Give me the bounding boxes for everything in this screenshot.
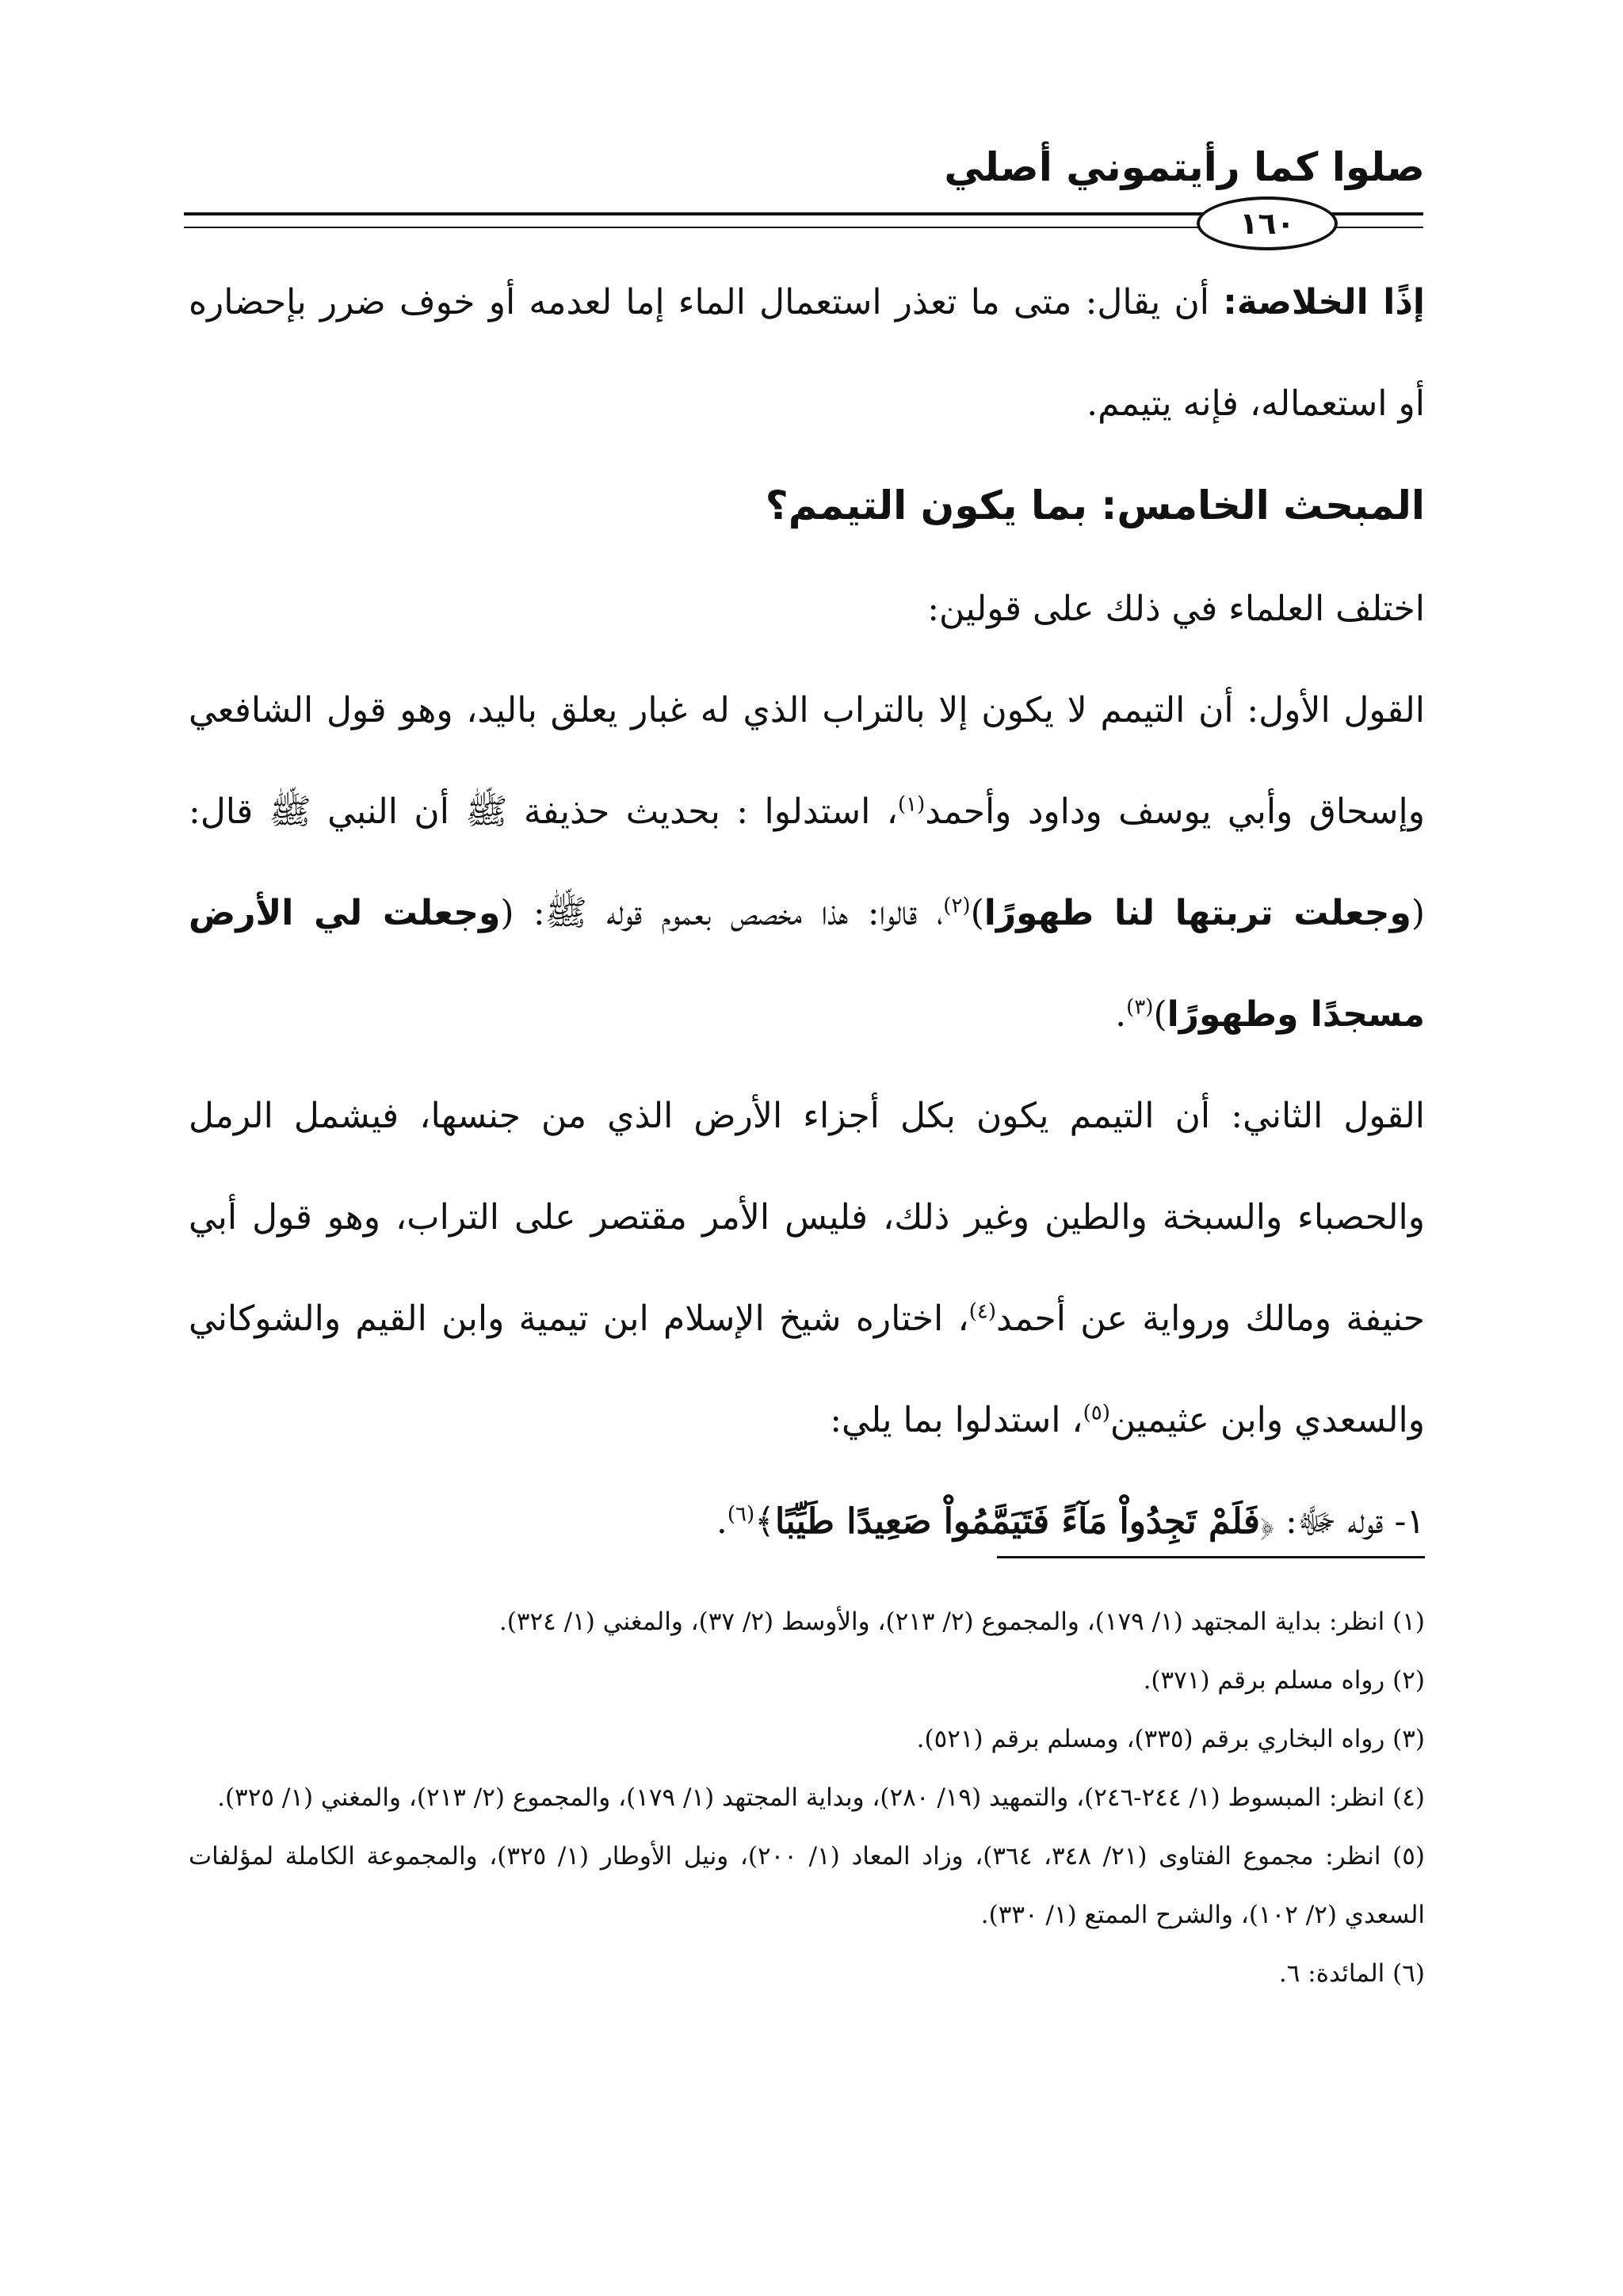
footnote-ref-6[interactable]: (٦) <box>727 1502 755 1527</box>
text-segment: ، استدلوا : بحديث حذيفة ﷺ أن النبي ﷺ قال: ( <box>189 791 1426 933</box>
paragraph-intro: اختلف العلماء في ذلك على قولين: <box>927 589 1425 629</box>
running-title: صلوا كما رأيتموني أصلي <box>944 144 1425 190</box>
footnote-6: (٦) المائدة: ٦. <box>1278 1959 1425 1988</box>
footnote-ref-4[interactable]: (٤) <box>968 1299 997 1324</box>
text-segment: ١- قوله ﷻ: ﴿ <box>1259 1501 1425 1542</box>
hadith-quote-1: وجعلت تربتها لنا طهورًا <box>983 893 1411 933</box>
footnote-3: (٣) رواه البخاري برقم (٣٣٥)، ومسلم برقم (٥٢١). <box>916 1725 1425 1753</box>
page-number: ١٦٠ <box>1197 196 1338 250</box>
text-segment: ، استدلوا بما يلي: <box>830 1400 1083 1440</box>
footnote-5: (٥) انظر: مجموع الفتاوى (٢١/ ٣٤٨، ٣٦٤)، وزاد المعاد (١/ ٢٠٠)، ونيل الأوطار (١/ ٣٢٥)، والمجموعة الكاملة لمؤلفات السعدي (٢/ ١٠٢)، والشرح الممتع (١/ ٣٣٠). <box>189 1842 1425 1929</box>
main-text <box>189 252 1425 1573</box>
paragraph-summary <box>189 252 1425 455</box>
paragraph-second-opinion <box>189 1066 1425 1471</box>
text-segment: ) <box>970 893 984 933</box>
text-segment: القول الثاني: أن التيمم يكون بكل أجزاء الأرض الذي من جنسها، فيشمل الرمل والحصباء والسبخة والطين وغير ذلك، فليس الأمر مقتصر على التراب، وهو قول أبي حنيفة ومالك ورواية عن أحمد <box>189 1096 1425 1339</box>
text-segment: . <box>1115 994 1127 1035</box>
section-heading-text: المبحث الخامس: بما يكون التيمم؟ <box>765 482 1425 528</box>
text-segment: ﴾ <box>754 1501 775 1542</box>
text-segment: . <box>716 1501 727 1542</box>
footnote-ref-2[interactable]: (٢) <box>943 894 971 918</box>
footnote-ref-1[interactable]: (١) <box>897 792 926 817</box>
footnote-ref-5[interactable]: (٥) <box>1083 1401 1110 1425</box>
quran-verse: فَلَمْ تَجِدُواْ مَآءً فَتَيَمَّمُواْ صَعِيدًا طَيِّبًا <box>774 1501 1260 1542</box>
hadith-quote-2: وجعلت لي الأرض مسجدًا وطهورًا <box>189 893 1425 1035</box>
footnote-1: (١) انظر: بداية المجتهد (١/ ١٧٩)، والمجموع (٢/ ٢١٣)، والأوسط (٢/ ٣٧)، والمغني (١/ ٣٢٤). <box>498 1608 1425 1636</box>
text-segment: ، اختاره شيخ الإسلام ابن تيمية وابن القيم والشوكاني والسعدي وابن عثيمين <box>189 1299 1425 1440</box>
footnote-ref-3[interactable]: (٣) <box>1126 995 1154 1020</box>
footnote-2: (٢) رواه مسلم برقم (٣٧١). <box>1143 1666 1425 1695</box>
paragraph-first-opinion <box>189 660 1425 1066</box>
text-segment: ، قالوا: هذا مخصص بعموم قوله ﷺ: ( <box>500 893 944 933</box>
section-heading <box>189 455 1425 559</box>
footnotes <box>189 1592 1425 2003</box>
footnote-separator <box>997 1556 1425 1558</box>
footnote-4: (٤) انظر: المبسوط (١/ ٢٤٤-٢٤٦)، والتمهيد (١٩/ ٢٨٠)، وبداية المجتهد (١/ ١٧٩)، والمجموع (٢/ ٢١٣)، والمغني (١/ ٣٢٥). <box>217 1783 1425 1812</box>
summary-text: أن يقال: متى ما تعذر استعمال الماء إما لعدمه أو خوف ضرر بإحضاره أو استعماله، فإنه يتيمم. <box>189 282 1425 424</box>
summary-label: إذًا الخلاصة: <box>1223 282 1425 322</box>
text-segment: القول الأول: أن التيمم لا يكون إلا بالتراب الذي له غبار يعلق باليد، وهو قول الشافعي وإسحاق وأبي يوسف وداود وأحمد <box>189 690 1425 832</box>
text-segment: ) <box>1153 994 1167 1035</box>
